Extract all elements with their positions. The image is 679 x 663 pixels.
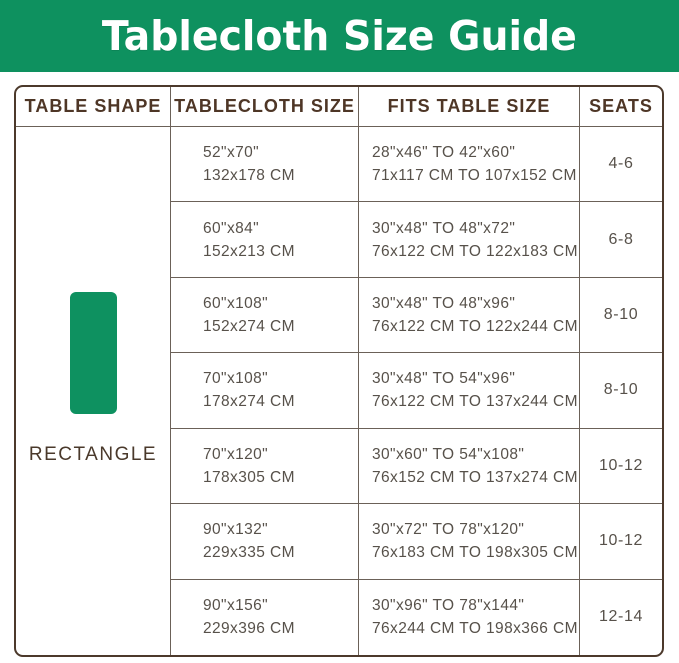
tablecloth-size-cm: 229x335 CM bbox=[203, 544, 295, 562]
seats-value: 8-10 bbox=[580, 278, 662, 353]
table-row bbox=[171, 504, 359, 579]
tablecloth-size-inches: 90"x156" bbox=[203, 597, 269, 615]
fits-table-size-inches: 30"x48" TO 48"x72" bbox=[372, 219, 516, 237]
column-header-tablecloth-size: TABLECLOTH SIZE bbox=[171, 87, 359, 127]
tablecloth-size-cm: 229x396 CM bbox=[203, 620, 295, 638]
table-shape-cell bbox=[16, 127, 171, 655]
rectangle-shape-swatch bbox=[70, 292, 117, 414]
table-row bbox=[171, 202, 359, 277]
tablecloth-size-cm: 152x274 CM bbox=[203, 318, 295, 336]
fits-table-size-cm: 76x244 CM TO 198x366 CM bbox=[372, 620, 578, 638]
tablecloth-size-inches: 70"x120" bbox=[203, 445, 269, 463]
fits-table-size-inches: 30"x48" TO 54"x96" bbox=[372, 370, 516, 388]
tablecloth-size-cm: 178x274 CM bbox=[203, 393, 295, 411]
fits-table-size-inches: 30"x48" TO 48"x96" bbox=[372, 295, 516, 313]
table-row bbox=[359, 580, 580, 655]
table-row bbox=[171, 429, 359, 504]
tablecloth-size-cm: 178x305 CM bbox=[203, 468, 295, 486]
fits-table-size-inches: 30"x96" TO 78"x144" bbox=[372, 597, 525, 615]
seats-value: 10-12 bbox=[580, 504, 662, 579]
column-header-seats: SEATS bbox=[580, 87, 662, 127]
table-row bbox=[171, 278, 359, 353]
table-row bbox=[359, 202, 580, 277]
table-row bbox=[359, 278, 580, 353]
page-title: Tablecloth Size Guide bbox=[102, 12, 577, 60]
fits-table-size-inches: 30"x60" TO 54"x108" bbox=[372, 445, 525, 463]
column-header-fits-table-size: FITS TABLE SIZE bbox=[359, 87, 580, 127]
table-row bbox=[171, 580, 359, 655]
fits-table-size-cm: 76x183 CM TO 198x305 CM bbox=[372, 544, 578, 562]
tablecloth-size-cm: 132x178 CM bbox=[203, 167, 295, 185]
fits-table-size-cm: 76x122 CM TO 122x183 CM bbox=[372, 242, 578, 260]
table-row bbox=[171, 127, 359, 202]
tablecloth-size-inches: 60"x84" bbox=[203, 219, 260, 237]
seats-value: 12-14 bbox=[599, 608, 643, 626]
fits-table-size-cm: 76x122 CM TO 137x244 CM bbox=[372, 393, 578, 411]
column-header-table-shape: TABLE SHAPE bbox=[16, 87, 171, 127]
table-row bbox=[359, 429, 580, 504]
fits-table-size-cm: 76x122 CM TO 122x244 CM bbox=[372, 318, 578, 336]
tablecloth-size-inches: 60"x108" bbox=[203, 295, 269, 313]
fits-table-size-inches: 30"x72" TO 78"x120" bbox=[372, 521, 525, 539]
seats-value: 4-6 bbox=[580, 127, 662, 202]
seats-value: 10-12 bbox=[580, 429, 662, 504]
fits-table-size-inches: 28"x46" TO 42"x60" bbox=[372, 144, 516, 162]
table-row bbox=[171, 353, 359, 428]
tablecloth-size-cm: 152x213 CM bbox=[203, 242, 295, 260]
table-row bbox=[359, 127, 580, 202]
table-row bbox=[359, 353, 580, 428]
size-guide-table bbox=[14, 85, 664, 657]
shape-label: RECTANGLE bbox=[28, 444, 158, 465]
seats-value: 6-8 bbox=[580, 202, 662, 277]
fits-table-size-cm: 76x152 CM TO 137x274 CM bbox=[372, 468, 578, 486]
tablecloth-size-inches: 52"x70" bbox=[203, 144, 260, 162]
table-row bbox=[359, 504, 580, 579]
tablecloth-size-inches: 90"x132" bbox=[203, 521, 269, 539]
seats-value: 8-10 bbox=[580, 353, 662, 428]
tablecloth-size-inches: 70"x108" bbox=[203, 370, 269, 388]
fits-table-size-cm: 71x117 CM TO 107x152 CM bbox=[372, 167, 577, 185]
title-banner bbox=[0, 0, 679, 72]
